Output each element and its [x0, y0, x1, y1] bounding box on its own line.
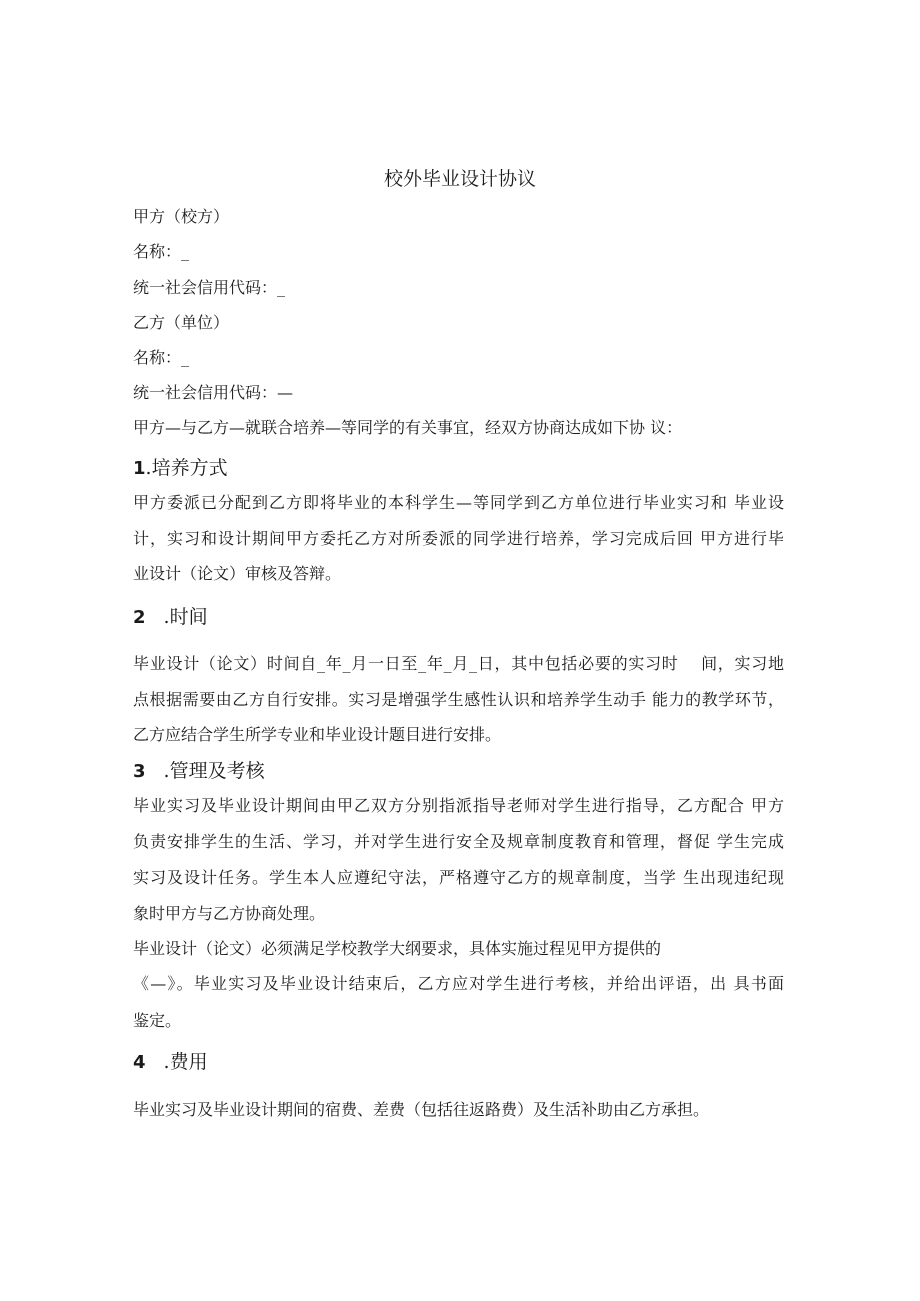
party-b-credit-code: 统一社会信用代码：— [133, 383, 294, 402]
paragraph-line: 鉴定。 [133, 1011, 182, 1030]
section-heading [133, 1049, 208, 1076]
paragraph-line: 象时甲方与乙方协商处理。 [133, 904, 326, 923]
paragraph-line: 甲方委派已分配到乙方即将毕业的本科学生—等同学到乙方单位进行毕业实习和 毕业设 [133, 493, 784, 512]
paragraph-line: 《—》。毕业实习及毕业设计结束后，乙方应对学生进行考核，并给出评语，出 具书面 [133, 974, 784, 993]
section-number: 2 [133, 607, 146, 628]
party-b-label: 乙方（单位） [133, 313, 230, 332]
section-heading [133, 604, 208, 631]
paragraph-line: 业设计（论文）审核及答辩。 [133, 564, 342, 583]
paragraph-line: 负责安排学生的生活、学习，并对学生进行安全及规章制度教育和管理，督促 学生完成 [133, 832, 784, 851]
party-a-label: 甲方（校方） [133, 207, 230, 226]
section-title: .培养方式 [145, 457, 228, 479]
document-title: 校外毕业设计协议 [383, 168, 536, 190]
agreement-intro: 甲方—与乙方—就联合培养—等同学的有关事宜，经双方协商达成如下协 议： [133, 418, 683, 437]
paragraph-line: 乙方应结合学生所学专业和毕业设计题目进行安排。 [133, 725, 502, 744]
paragraph-line: 点根据需要由乙方自行安排。实习是增强学生感性认识和培养学生动手 能力的教学环节， [133, 690, 784, 709]
section-title: .管理及考核 [163, 760, 265, 782]
paragraph-line: 毕业设计（论文）时间自_年_月一日至_年_月_日，其中包括必要的实习时 间，实习地 [133, 654, 784, 673]
party-b-name: 名称：_ [133, 348, 190, 367]
paragraph-line: 毕业实习及毕业设计期间的宿费、差费（包括往返路费）及生活补助由乙方承担。 [133, 1100, 710, 1119]
paragraph-line: 计，实习和设计期间甲方委托乙方对所委派的同学进行培养，学习完成后回 甲方进行毕 [133, 529, 784, 548]
party-a-name: 名称：_ [133, 242, 190, 261]
section-title: .时间 [163, 606, 208, 628]
paragraph-line: 毕业实习及毕业设计期间由甲乙双方分别指派指导老师对学生进行指导，乙方配合 甲方 [133, 796, 784, 815]
paragraph-line: 实习及设计任务。学生本人应遵纪守法，严格遵守乙方的规章制度，当学 生出现违纪现 [133, 868, 784, 887]
paragraph-line: 毕业设计（论文）必须满足学校教学大纲要求，具体实施过程见甲方提供的 [133, 939, 662, 958]
section-heading [133, 455, 228, 482]
section-number: 4 [133, 1052, 146, 1073]
section-heading [133, 758, 265, 785]
section-number: 3 [133, 761, 146, 782]
party-a-credit-code: 统一社会信用代码：_ [133, 278, 286, 297]
section-title: .费用 [163, 1051, 208, 1073]
section-number: 1 [133, 458, 146, 479]
